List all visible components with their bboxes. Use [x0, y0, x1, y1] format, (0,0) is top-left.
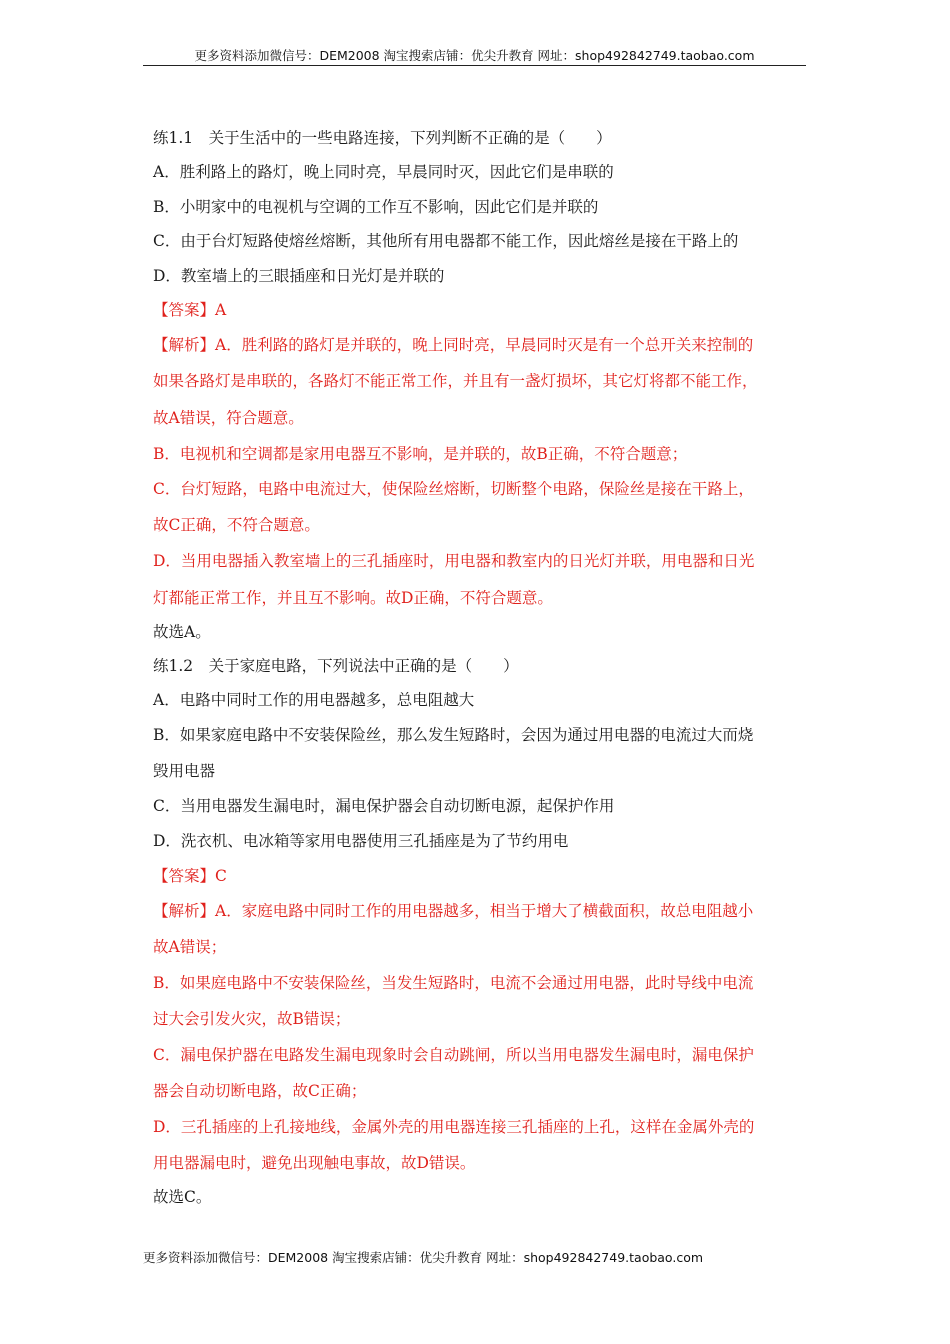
question-1-analysis-line: 故A错误，符合题意。: [153, 409, 304, 427]
question-1-option-d: D．教室墙上的三眼插座和日光灯是并联的: [153, 267, 445, 285]
question-1-answer: 【答案】A: [153, 301, 227, 319]
question-2-option-a: A．电路中同时工作的用电器越多，总电阻越大: [153, 691, 475, 709]
question-1-option-b: B．小明家中的电视机与空调的工作互不影响，因此它们是并联的: [153, 198, 599, 216]
question-2-option-b: B．如果家庭电路中不安装保险丝，那么发生短路时，会因为通过用电器的电流过大而烧: [153, 726, 754, 744]
question-2-stem: 练1.2 关于家庭电路，下列说法中正确的是（ ）: [153, 657, 519, 675]
question-2-analysis-line: B．如果庭电路中不安装保险丝，当发生短路时，电流不会通过用电器，此时导线中电流: [153, 974, 754, 992]
question-1-conclusion: 故选A。: [153, 623, 211, 641]
question-1-analysis-line: B．电视机和空调都是家用电器互不影响，是并联的，故B正确，不符合题意；: [153, 445, 688, 463]
question-1-analysis-line: 灯都能正常工作，并且互不影响。故D正确，不符合题意。: [153, 589, 553, 607]
question-1-option-c: C．由于台灯短路使熔丝熔断，其他所有用电器都不能工作，因此熔丝是接在干路上的: [153, 232, 739, 250]
question-1-analysis-line: D．当用电器插入教室墙上的三孔插座时，用电器和教室内的日光灯并联，用电器和日光: [153, 552, 755, 570]
question-1-analysis-line: C．台灯短路，电路中电流过大，使保险丝熔断，切断整个电路，保险丝是接在干路上，: [153, 480, 754, 498]
question-2-analysis-line: 【解析】A．家庭电路中同时工作的用电器越多，相当于增大了横截面积，故总电阻越小: [153, 902, 754, 920]
page-footer: 更多资料添加微信号：DEM2008 淘宝搜索店铺：优尖升教育 网址：shop492842749.taobao.com: [143, 1250, 704, 1265]
question-1-analysis-line: 如果各路灯是串联的，各路灯不能正常工作，并且有一盏灯损坏，其它灯将都不能工作，: [153, 372, 758, 390]
question-1-analysis-line: 故C正确，不符合题意。: [153, 516, 320, 534]
question-2-conclusion: 故选C。: [153, 1188, 212, 1206]
question-2-analysis-line: 过大会引发火灾，故B错误；: [153, 1010, 351, 1028]
question-2-analysis-line: 器会自动切断电路，故C正确；: [153, 1082, 367, 1100]
question-1-analysis-line: 【解析】A．胜利路的路灯是并联的，晚上同时亮，早晨同时灭是有一个总开关来控制的: [153, 336, 754, 354]
question-2-option-c: C．当用电器发生漏电时，漏电保护器会自动切断电源，起保护作用: [153, 797, 615, 815]
page-header: 更多资料添加微信号：DEM2008 淘宝搜索店铺：优尖升教育 网址：shop492842749.taobao.com: [194, 48, 755, 63]
question-2-analysis-line: D．三孔插座的上孔接地线，金属外壳的用电器连接三孔插座的上孔，这样在金属外壳的: [153, 1118, 755, 1136]
question-2-analysis-line: 用电器漏电时，避免出现触电事故，故D错误。: [153, 1154, 476, 1172]
question-2-answer: 【答案】C: [153, 867, 227, 885]
question-2-analysis-line: C．漏电保护器在电路发生漏电现象时会自动跳闸，所以当用电器发生漏电时，漏电保护: [153, 1046, 754, 1064]
question-1-stem: 练1.1 关于生活中的一些电路连接，下列判断不正确的是（ ）: [153, 129, 612, 147]
question-2-analysis-line: 故A错误；: [153, 938, 227, 956]
question-2-option-b-cont: 毁用电器: [153, 762, 216, 780]
header-divider: [143, 65, 806, 66]
question-1-option-a: A．胜利路上的路灯，晚上同时亮，早晨同时灭，因此它们是串联的: [153, 163, 614, 181]
question-2-option-d: D．洗衣机、电冰箱等家用电器使用三孔插座是为了节约用电: [153, 832, 569, 850]
